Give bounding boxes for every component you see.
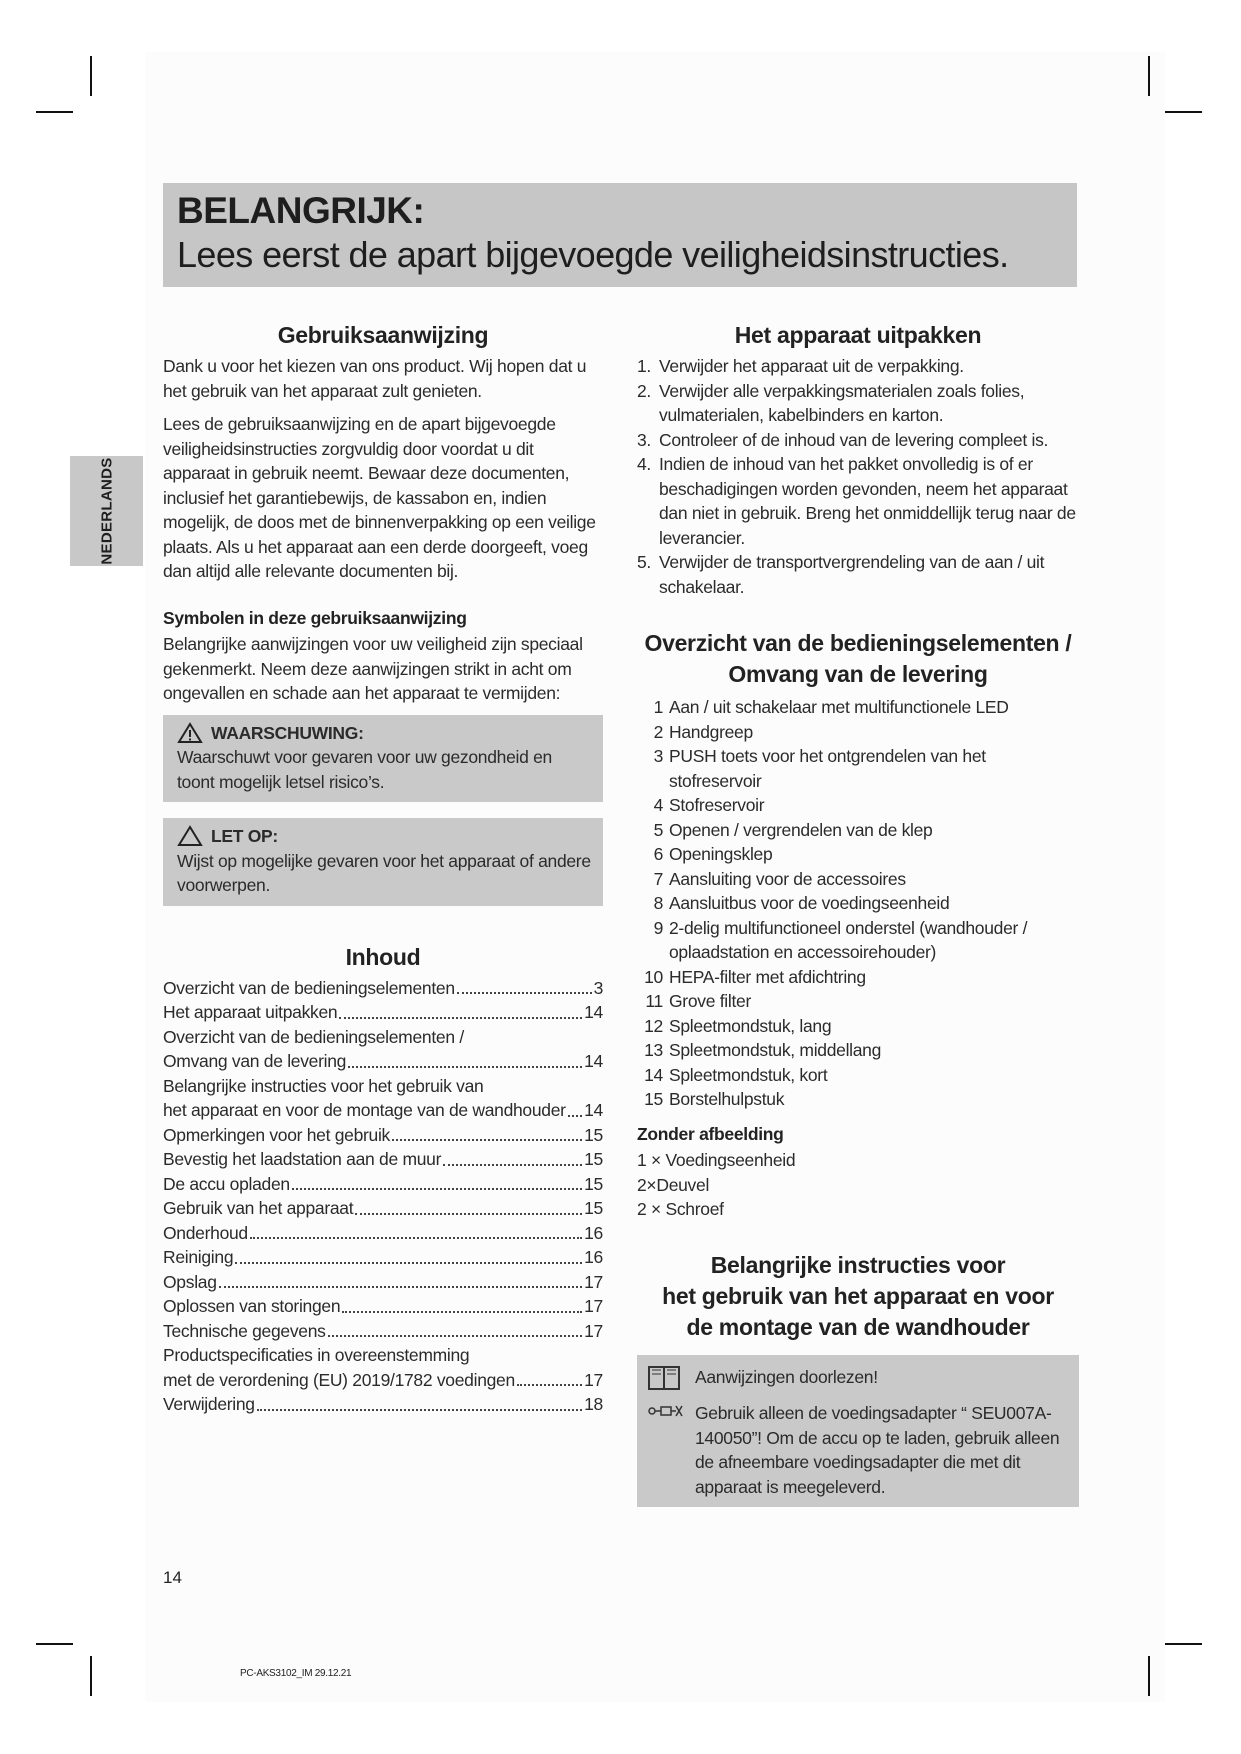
warning-header <box>177 721 591 746</box>
crop-mark <box>1148 1656 1150 1696</box>
toc-entry[interactable]: Gebruik van het apparaat 15 <box>163 1198 603 1218</box>
power-adapter-icon <box>647 1403 685 1419</box>
crop-mark <box>1148 56 1150 96</box>
toc-entry[interactable]: Verwijdering 18 <box>163 1394 603 1414</box>
symbols-heading: Symbolen in deze gebruiksaanwijzing <box>163 607 467 628</box>
unpack-steps <box>637 354 1079 599</box>
list-item: 3. Controleer of de inhoud van de levering compleet is. <box>637 429 1049 450</box>
warning-text: Waarschuwt voor gevaren voor uw gezondheid en toont mogelijk letsel risico’s. <box>177 747 552 792</box>
caution-header <box>177 824 591 849</box>
overview-heading: Overzicht van de bedieningselementen / Omvang van de levering <box>644 630 1072 687</box>
left-column <box>163 320 603 1417</box>
toc-entry: Productspecificaties in overeenstemming <box>163 1345 470 1365</box>
crop-mark <box>1165 1643 1202 1645</box>
toc-entry: Overzicht van de bedieningselementen / <box>163 1026 464 1047</box>
adapter-text: Gebruik alleen de voedingsadapter “ SEU007A-140050”! Om de accu op te laden, gebruik alleen de afneembare voedingsadapter die met dit apparaat is meegeleverd. <box>695 1403 1060 1497</box>
toc-entry[interactable]: Het apparaat uitpakken 14 <box>163 1002 603 1022</box>
list-item: 12 Spleetmondstuk, lang <box>644 1015 832 1036</box>
toc-heading: Inhoud <box>345 943 421 970</box>
list-item: 2 Handgreep <box>653 721 753 742</box>
instructions-box <box>637 1355 1079 1508</box>
intro-paragraph-2: Lees de gebruiksaanwijzing en de apart bijgevoegde veiligheidsinstructies zorgvuldig door voordat u dit apparaat in gebruik neemt. Bewaar deze documenten, inclusief het garantiebewijs, de kassabon en, indien mogelijk, de doos met de binnenverpakking op een veilige plaats. Als u het apparaat aan een derde doorgeeft, voeg dan altijd alle relevante documenten bij. <box>163 414 596 581</box>
list-item: 14 Spleetmondstuk, kort <box>644 1064 828 1085</box>
symbols-text: Belangrijke aanwijzingen voor uw veiligheid zijn speciaal gekenmerkt. Neem deze aanwijzingen strikt in acht om ongevallen en schade aan het apparaat te vermijden: <box>163 634 583 703</box>
list-item: 8 Aansluitbus voor de voedingseenheid <box>653 893 950 913</box>
warning-triangle-icon <box>177 722 203 744</box>
list-item: 11 Grove filter <box>645 991 751 1011</box>
list-item: 2 × Schroef <box>637 1199 724 1219</box>
list-item: 4 Stofreservoir <box>653 795 765 815</box>
caution-box <box>163 818 603 906</box>
toc-entry[interactable]: Omvang van de levering 14 <box>163 1051 603 1071</box>
toc-entry[interactable]: Onderhoud 16 <box>163 1222 603 1243</box>
banner-subtitle: Lees eerst de apart bijgevoegde veiligheidsinstructies. <box>177 234 1009 275</box>
language-tab-label: NEDERLANDS <box>98 457 115 565</box>
list-item: 2×Deuvel <box>637 1174 710 1195</box>
no-image-heading: Zonder afbeelding <box>637 1123 784 1144</box>
toc-entry[interactable]: het apparaat en voor de montage van de wandhouder 14 <box>163 1100 603 1120</box>
crop-mark <box>36 1643 73 1645</box>
warning-title: WAARSCHUWING: <box>211 722 364 743</box>
list-item: 13 Spleetmondstuk, middellang <box>644 1040 882 1060</box>
page-number: 14 <box>163 1568 182 1587</box>
toc-entry[interactable]: Overzicht van de bedieningselementen 3 <box>163 977 603 998</box>
warning-box <box>163 715 603 803</box>
read-instructions-text: Aanwijzingen doorlezen! <box>695 1366 878 1387</box>
toc-entry[interactable]: Opslag 17 <box>163 1271 603 1292</box>
read-instructions-row <box>647 1365 1067 1398</box>
list-item: 1. Verwijder het apparaat uit de verpakking. <box>637 356 964 376</box>
language-tab <box>70 456 143 566</box>
toc-entry[interactable]: Opmerkingen voor het gebruik 15 <box>163 1124 603 1145</box>
toc-entry[interactable]: met de verordening (EU) 2019/1782 voedingen 17 <box>163 1369 603 1390</box>
footer-code: PC-AKS3102_IM 29.12.21 <box>240 1668 352 1679</box>
instructions-heading: Belangrijke instructies voor het gebruik van het apparaat en voor de montage van de wandhouder <box>662 1251 1054 1340</box>
intro-paragraph-1: Dank u voor het kiezen van ons product. Wij hopen dat u het gebruik van het apparaat zult genieten. <box>163 356 587 401</box>
list-item: 6 Openingsklep <box>653 844 773 864</box>
manual-heading: Gebruiksaanwijzing <box>277 322 489 348</box>
list-item: 5 Openen / vergrendelen van de klep <box>653 819 933 840</box>
adapter-row <box>647 1401 1067 1499</box>
list-item: 1 × Voedingseenheid <box>637 1150 796 1170</box>
list-item: 4. Indien de inhoud van het pakket onvolledig is of er beschadigingen worden gevonden, neem het apparaat dan niet in gebruik. Breng het onmiddellijk terug naar de leverancier. <box>637 454 1076 548</box>
crop-mark <box>1165 111 1202 113</box>
list-item: 9 2-delig multifunctioneel onderstel (wandhouder / oplaadstation en accessoirehouder) <box>653 917 1028 962</box>
book-icon <box>647 1365 681 1391</box>
caution-triangle-icon <box>177 825 203 847</box>
list-item: 15 Borstelhulpstuk <box>644 1089 785 1109</box>
list-item: 5. Verwijder de transportvergrendeling van de aan / uit schakelaar. <box>637 552 1045 597</box>
table-of-contents <box>163 976 603 1417</box>
list-item: 10 HEPA-filter met afdichtring <box>644 966 866 987</box>
toc-entry[interactable]: Technische gegevens 17 <box>163 1320 603 1341</box>
toc-entry: Belangrijke instructies voor het gebruik van <box>163 1075 484 1096</box>
right-column <box>637 320 1079 1507</box>
important-banner <box>163 183 1077 287</box>
crop-mark <box>90 1656 92 1696</box>
list-item: 3 PUSH toets voor het ontgrendelen van het stofreservoir <box>653 746 986 791</box>
unpack-heading: Het apparaat uitpakken <box>734 322 982 348</box>
list-item: 2. Verwijder alle verpakkingsmaterialen zoals folies, vulmaterialen, kabelbinders en karton. <box>637 380 1025 425</box>
parts-list <box>637 695 1079 1112</box>
list-item: 1 Aan / uit schakelaar met multifunctionele LED <box>653 697 1009 717</box>
caution-text: Wijst op mogelijke gevaren voor het apparaat of andere voorwerpen. <box>177 850 591 895</box>
toc-entry[interactable]: Bevestig het laadstation aan de muur 15 <box>163 1149 603 1169</box>
caution-title: LET OP: <box>211 826 278 846</box>
list-item: 7 Aansluiting voor de accessoires <box>653 868 906 889</box>
no-image-list <box>637 1148 1079 1222</box>
banner-title: BELANGRIJK: <box>177 190 425 231</box>
crop-mark <box>90 56 92 96</box>
toc-entry[interactable]: De accu opladen 15 <box>163 1173 603 1194</box>
toc-entry[interactable]: Reiniging 16 <box>163 1247 603 1267</box>
toc-entry[interactable]: Oplossen van storingen 17 <box>163 1296 603 1316</box>
crop-mark <box>36 111 73 113</box>
